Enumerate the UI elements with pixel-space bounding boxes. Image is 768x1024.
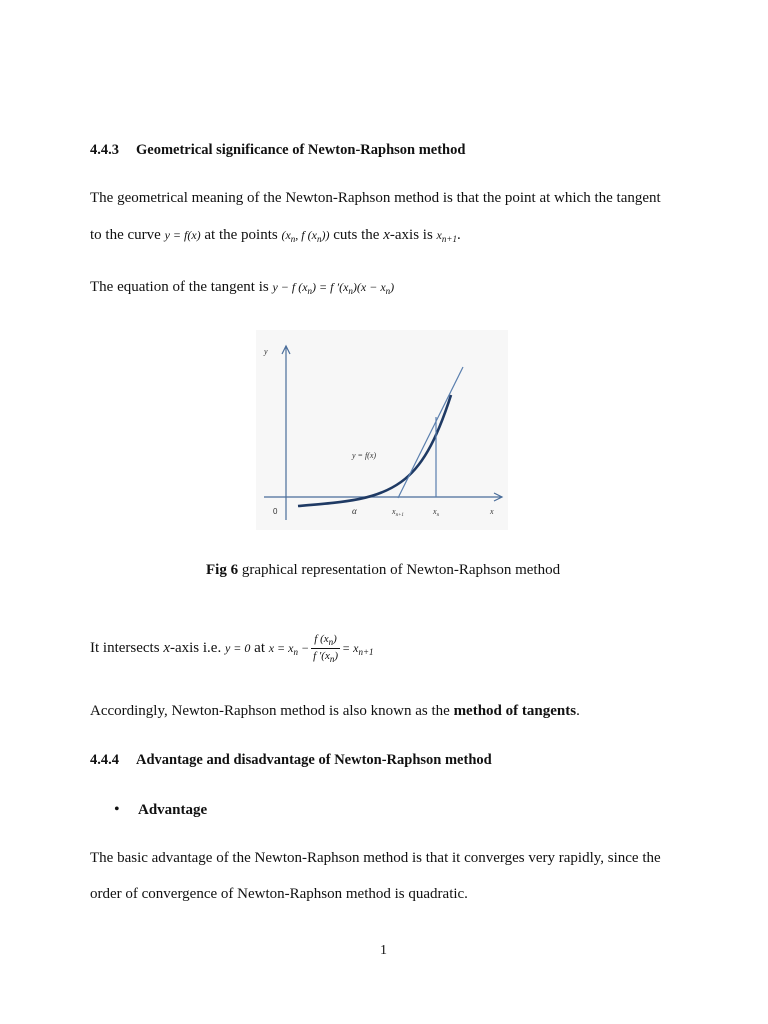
variable-x: x	[383, 227, 390, 243]
figure-caption	[206, 562, 560, 579]
text-fragment: at the points	[204, 227, 278, 243]
caption-label: Fig 6	[206, 562, 239, 578]
paragraph-method-of-tangents	[90, 703, 580, 720]
xn1-label: $x_{n+1}$	[392, 507, 404, 518]
paragraph-line: order of convergence of Newton-Raphson method is quadratic.	[90, 886, 468, 902]
paragraph-line	[90, 227, 461, 244]
text-fragment: -axis i.e.	[169, 639, 222, 656]
section-number: 4.4.4	[90, 752, 119, 768]
equation-points: ($x_n$, f $(x_n)$)	[281, 228, 330, 244]
equation-newton-step: $x = x_n$ −	[268, 640, 310, 657]
text-fragment: cuts the	[333, 227, 380, 243]
bold-term: method of tangents	[453, 703, 577, 719]
equation-tangent: y − f $(x_n) = f$ $'(x_n)(x - x_n)$	[272, 280, 395, 296]
paragraph-line: The geometrical meaning of the Newton-Raphson method is that the point at which the tangent	[90, 190, 661, 206]
text-fragment: .	[576, 703, 580, 719]
bullet-label: Advantage	[138, 802, 208, 818]
equation-y-zero: y = 0	[224, 640, 251, 655]
bullet-icon: •	[114, 801, 120, 818]
bullet-advantage	[114, 801, 207, 819]
caption-text: graphical representation of Newton-Raphson method	[238, 562, 561, 578]
text-fragment: Accordingly, Newton-Raphson method is also known as the	[90, 703, 454, 719]
text-fragment: It intersects	[90, 639, 160, 656]
page-number: 1	[380, 943, 387, 958]
section-title: Advantage and disadvantage of Newton-Raphson method	[136, 752, 492, 768]
text-fragment: at	[254, 639, 265, 656]
section-number: 4.4.3	[90, 142, 119, 158]
paragraph-tangent-equation	[90, 279, 394, 296]
paragraph-line: The basic advantage of the Newton-Raphson method is that it converges very rapidly, since the	[90, 850, 661, 866]
newton-fraction: $\frac{f (x_n)}{f '(x_n)}$	[313, 633, 339, 664]
text-fragment: .	[456, 227, 461, 243]
equation-result: $x_{n+1}$	[436, 228, 457, 244]
tangent-line	[398, 367, 463, 498]
y-axis-label: y	[264, 347, 268, 356]
text-fragment: -axis is	[389, 227, 433, 243]
text-fragment: The equation of the tangent is	[90, 279, 269, 295]
equation-rhs: = $x_{n+1}$	[342, 640, 374, 657]
newton-raphson-figure	[256, 330, 508, 530]
section-heading-4-4-3	[90, 142, 465, 159]
origin-label: 0	[273, 507, 278, 516]
paragraph-intersection	[90, 633, 374, 664]
xn-label: $x_n$	[433, 507, 440, 518]
section-heading-4-4-4	[90, 752, 492, 769]
curve-label: y = f(x)	[352, 451, 377, 460]
alpha-label: α	[352, 506, 357, 516]
variable-x: x	[163, 639, 170, 656]
section-title: Geometrical significance of Newton-Raphson method	[136, 142, 466, 158]
text-fragment: to the curve	[90, 227, 161, 243]
figure-graphic	[256, 330, 508, 530]
equation-curve: y = f(x)	[164, 228, 201, 242]
x-axis-label: x	[490, 507, 494, 516]
